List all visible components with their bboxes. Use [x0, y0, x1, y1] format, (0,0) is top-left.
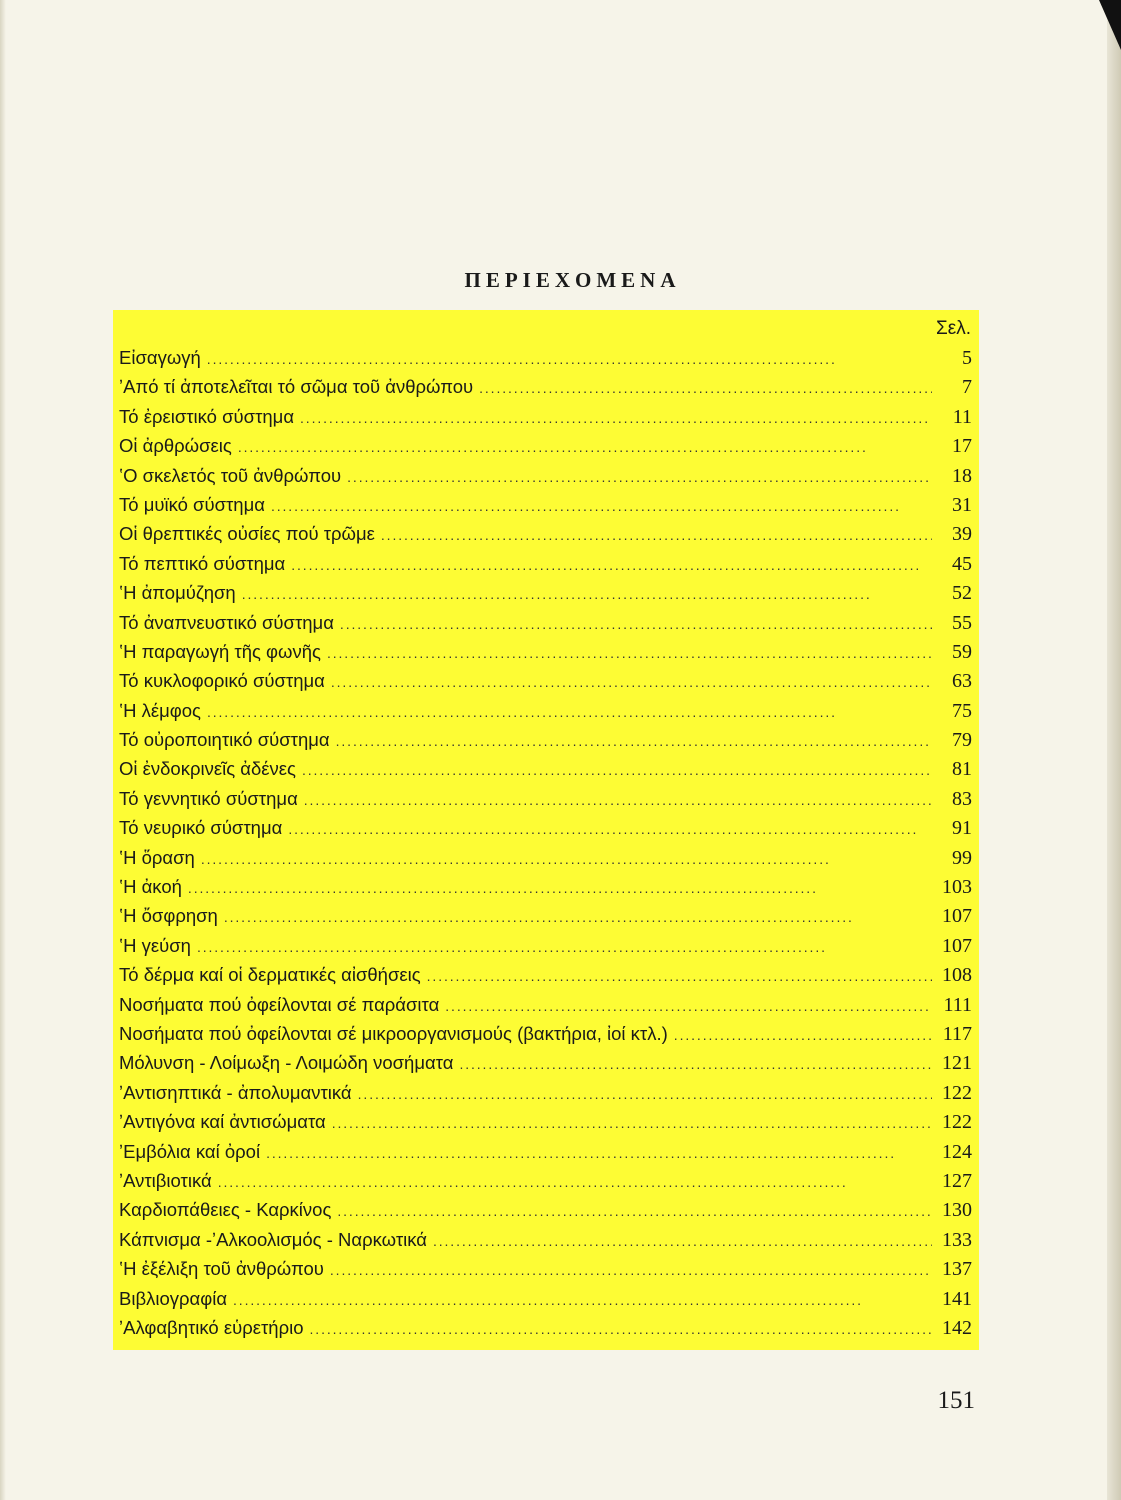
toc-entry-page: 45	[952, 552, 972, 575]
toc-entry	[119, 490, 972, 519]
toc-entry	[119, 1048, 972, 1077]
dot-leader	[347, 463, 932, 492]
dot-leader	[207, 698, 932, 727]
toc-entry-label: ʽΟ σκελετός τοῦ ἀνθρώπου	[119, 464, 342, 486]
toc-entry-label: Οἱ ἐνδοκρινεῖς ἀδένες	[119, 758, 296, 780]
toc-entry-label: Εἰσαγωγή	[119, 347, 201, 368]
toc-entry-label: ʽΗ λέμφος	[119, 699, 201, 721]
toc-entry-page: 17	[952, 435, 972, 458]
toc-entry-page: 130	[942, 1199, 972, 1222]
toc-entry	[119, 1107, 972, 1136]
toc-entry	[119, 872, 972, 901]
toc-entry	[119, 1019, 972, 1048]
toc-entry	[119, 960, 972, 989]
dot-leader	[218, 1168, 932, 1197]
toc-entry	[119, 813, 972, 842]
dot-leader	[201, 845, 932, 874]
page-edge-left	[0, 0, 6, 1500]
toc-entry-page: 59	[952, 640, 972, 663]
toc-entry-label: ʽΗ ἀπομύζηση	[119, 582, 236, 604]
dot-leader	[288, 815, 932, 844]
dot-leader	[304, 786, 932, 815]
toc-entry-label: ʽΗ ἐξέλιξη τοῦ ἀνθρώπου	[119, 1258, 324, 1280]
toc-entry	[119, 696, 972, 725]
toc-entry	[119, 343, 972, 372]
toc-entry-page: 55	[952, 611, 972, 634]
toc-entry-page: 83	[952, 787, 972, 810]
toc-entry	[119, 431, 972, 460]
dot-leader	[330, 1256, 932, 1285]
dot-leader	[459, 1050, 932, 1079]
toc-entry-page: 141	[942, 1287, 972, 1310]
toc-entry-page: 79	[952, 729, 972, 752]
toc-entry-label: Τό δέρμα καί οἱ δερματικές αἰσθήσεις	[119, 964, 421, 986]
dot-leader	[310, 1315, 932, 1344]
toc-entry-label: Νοσήματα πού ὀφείλονται σέ μικροοργανισμούς (βακτήρια, ἰοί κτλ.)	[119, 1022, 668, 1044]
dot-leader	[242, 580, 932, 609]
dot-leader	[336, 727, 932, 756]
toc-entry-page: 107	[942, 934, 972, 957]
toc-entry	[119, 1254, 972, 1283]
toc-entry-page: 52	[952, 582, 972, 605]
toc-entry-page: 18	[952, 464, 972, 487]
toc-entry-page: 7	[962, 376, 972, 399]
dot-leader	[327, 639, 932, 668]
toc-entry-label: ʼΑντισηπτικά - ἀπολυμαντικά	[119, 1081, 352, 1103]
toc-entry-page: 81	[952, 758, 972, 781]
toc-entry-page: 5	[962, 347, 972, 369]
dot-leader	[445, 992, 932, 1021]
dot-leader	[300, 404, 932, 433]
dot-leader	[266, 1139, 932, 1168]
toc-entry	[119, 784, 972, 813]
page-column-header: Σελ.	[936, 318, 971, 339]
toc-entry	[119, 637, 972, 666]
dot-leader	[337, 1197, 932, 1226]
toc-entry	[119, 519, 972, 548]
dot-leader	[381, 521, 932, 550]
toc-entry-label: ʼΑντιγόνα καί ἀντισώματα	[119, 1111, 326, 1133]
toc-entry-page: 75	[952, 699, 972, 722]
toc-entry	[119, 402, 972, 431]
toc-entry-label: Τό πεπτικό σύστημα	[119, 552, 286, 574]
toc-entry-page: 122	[942, 1111, 972, 1134]
dot-leader	[291, 551, 932, 580]
toc-entry	[119, 725, 972, 754]
toc-entry-label: ʽΗ ὄσφρηση	[119, 905, 218, 927]
toc-entry	[119, 931, 972, 960]
dot-leader	[332, 1109, 932, 1138]
toc-entry	[119, 754, 972, 783]
toc-entry	[119, 1078, 972, 1107]
toc-entry-list	[119, 343, 972, 1342]
toc-entry-label: ʼΑλφαβητικό εὑρετήριο	[119, 1316, 304, 1338]
toc-entry	[119, 372, 972, 401]
toc-entry-page: 11	[952, 405, 972, 428]
dot-leader	[224, 903, 932, 932]
toc-entry-page: 122	[942, 1081, 972, 1104]
toc-entry-page: 111	[943, 993, 972, 1016]
toc-entry	[119, 666, 972, 695]
dot-leader	[233, 1286, 932, 1315]
toc-entry	[119, 901, 972, 930]
toc-entry-label: Κάπνισμα -ʼΑλκοολισμός - Ναρκωτικά	[119, 1228, 427, 1250]
page-number: 151	[937, 1387, 975, 1414]
toc-entry-label: Καρδιοπάθειες - Καρκίνος	[119, 1199, 332, 1221]
toc-entry-label: Τό μυϊκό σύστημα	[119, 493, 265, 515]
toc-entry-label: ʽΗ παραγωγή τῆς φωνῆς	[119, 640, 321, 662]
table-of-contents	[113, 310, 979, 1350]
toc-entry-label: Τό νευρικό σύστημα	[119, 817, 283, 839]
toc-entry	[119, 1313, 972, 1342]
toc-entry-page: 39	[952, 523, 972, 546]
page-title: ΠΕΡΙΕΧΟΜΕΝΑ	[464, 268, 681, 292]
dot-leader	[427, 962, 932, 991]
toc-entry-label: Τό κυκλοφορικό σύστημα	[119, 670, 325, 692]
toc-entry-page: 127	[942, 1169, 972, 1192]
dot-leader	[358, 1080, 932, 1109]
toc-entry-page: 142	[942, 1316, 972, 1339]
dot-leader	[331, 668, 932, 697]
toc-entry	[119, 461, 972, 490]
dot-leader	[479, 374, 932, 403]
toc-entry-page: 107	[942, 905, 972, 928]
toc-entry-label: Τό οὐροποιητικό σύστημα	[119, 729, 330, 751]
page-edge-right	[1107, 0, 1121, 1500]
toc-entry-page: 31	[952, 493, 972, 516]
toc-entry-page: 124	[942, 1140, 972, 1163]
dot-leader	[197, 933, 932, 962]
toc-entry	[119, 549, 972, 578]
toc-entry	[119, 578, 972, 607]
dot-leader	[188, 874, 932, 903]
toc-entry-page: 108	[942, 964, 972, 987]
toc-entry	[119, 1166, 972, 1195]
toc-entry	[119, 608, 972, 637]
toc-entry-page: 117	[942, 1022, 972, 1045]
toc-entry	[119, 1225, 972, 1254]
page-corner-fold	[1099, 0, 1121, 50]
toc-entry-label: Νοσήματα πού ὀφείλονται σέ παράσιτα	[119, 993, 440, 1015]
toc-entry-page: 133	[942, 1228, 972, 1251]
toc-entry-page: 137	[942, 1258, 972, 1281]
toc-entry-label: ʽΗ γεύση	[119, 934, 191, 956]
dot-leader	[207, 345, 932, 374]
toc-entry-page: 121	[942, 1052, 972, 1075]
toc-entry-label: ʼΑπό τί ἀποτελεῖται τό σῶμα τοῦ ἀνθρώπου	[119, 376, 474, 398]
toc-entry	[119, 1137, 972, 1166]
dot-leader	[674, 1021, 932, 1050]
toc-entry-page: 99	[952, 846, 972, 869]
toc-entry-label: Τό ἐρειστικό σύστημα	[119, 405, 295, 427]
toc-entry-label: Βιβλιογραφία	[119, 1287, 228, 1309]
toc-entry-label: Τό γεννητικό σύστημα	[119, 787, 298, 809]
toc-entry-page: 103	[942, 876, 972, 899]
toc-entry	[119, 990, 972, 1019]
toc-entry-label: Οἱ θρεπτικές οὐσίες πού τρῶμε	[119, 523, 375, 545]
toc-entry-label: ʽΗ ἀκοή	[119, 876, 182, 898]
toc-entry-label: Οἱ ἀρθρώσεις	[119, 435, 232, 457]
dot-leader	[433, 1227, 932, 1256]
dot-leader	[302, 756, 932, 785]
toc-entry-label: ʼΕμβόλια καί ὀροί	[119, 1140, 261, 1162]
dot-leader	[340, 610, 932, 639]
toc-entry-label: ʼΑντιβιοτικά	[119, 1169, 212, 1191]
toc-entry	[119, 843, 972, 872]
toc-entry	[119, 1284, 972, 1313]
toc-entry-page: 63	[952, 670, 972, 693]
dot-leader	[238, 433, 932, 462]
toc-entry-label: Μόλυνση - Λοίμωξη - Λοιμώδη νοσήματα	[119, 1052, 454, 1074]
dot-leader	[271, 492, 932, 521]
toc-entry-label: Τό ἀναπνευστικό σύστημα	[119, 611, 334, 633]
toc-entry-label: ʽΗ ὅραση	[119, 846, 195, 868]
toc-entry	[119, 1195, 972, 1224]
toc-entry-page: 91	[952, 817, 972, 840]
